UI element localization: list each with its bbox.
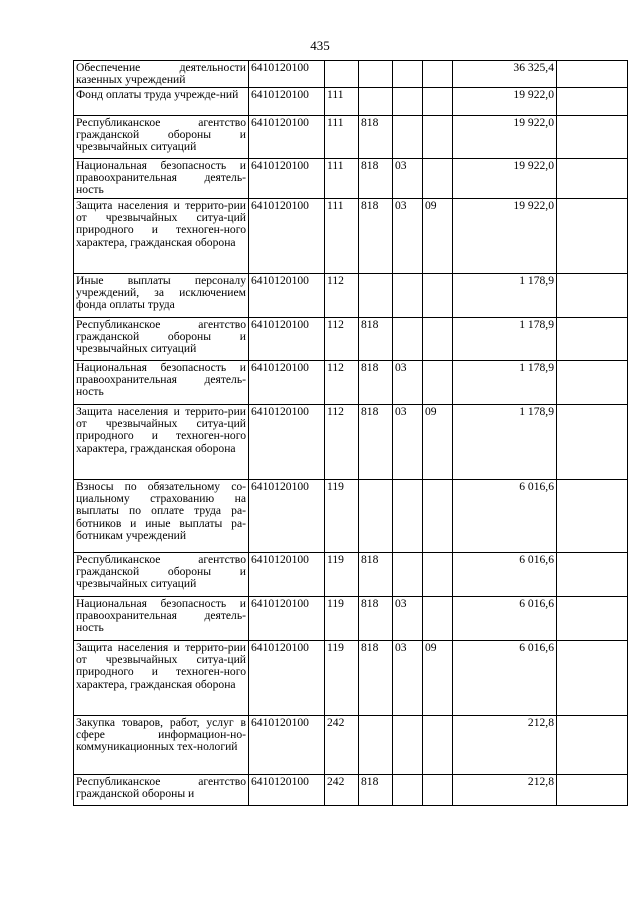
empty-column: [557, 480, 628, 553]
agency-code: 818: [359, 199, 393, 274]
subsection-code: [423, 716, 453, 775]
subsection-code: [423, 116, 453, 159]
agency-code: 818: [359, 597, 393, 641]
subsection-code: [423, 318, 453, 361]
amount: 1 178,9: [453, 274, 557, 318]
amount: 19 922,0: [453, 159, 557, 199]
expense-type-code: 112: [325, 318, 359, 361]
table-row: [74, 480, 628, 553]
item-name: Национальная безопасность и правоохранительная деятель-ность: [74, 361, 249, 405]
agency-code: 818: [359, 159, 393, 199]
table-row: [74, 159, 628, 199]
empty-column: [557, 159, 628, 199]
table-row: [74, 405, 628, 480]
subsection-code: [423, 480, 453, 553]
amount: 6 016,6: [453, 480, 557, 553]
target-code: 6410120100: [249, 274, 325, 318]
agency-code: [359, 61, 393, 88]
amount: 6 016,6: [453, 597, 557, 641]
empty-column: [557, 199, 628, 274]
item-name: Республиканское агентство гражданской обороны и чрезвычайных ситуаций: [74, 318, 249, 361]
target-code: 6410120100: [249, 159, 325, 199]
target-code: 6410120100: [249, 716, 325, 775]
amount: 212,8: [453, 775, 557, 806]
expense-type-code: 242: [325, 716, 359, 775]
agency-code: [359, 274, 393, 318]
amount: 19 922,0: [453, 116, 557, 159]
item-name: Взносы по обязательному со-циальному страхованию на выплаты по оплате труда ра-ботников и иные выплаты ра-ботникам учреждений: [74, 480, 249, 553]
amount: 19 922,0: [453, 88, 557, 116]
empty-column: [557, 775, 628, 806]
empty-column: [557, 116, 628, 159]
section-code: [393, 775, 423, 806]
table-row: [74, 199, 628, 274]
target-code: 6410120100: [249, 61, 325, 88]
amount: 1 178,9: [453, 361, 557, 405]
subsection-code: 09: [423, 641, 453, 716]
agency-code: [359, 480, 393, 553]
section-code: [393, 553, 423, 597]
agency-code: 818: [359, 361, 393, 405]
agency-code: [359, 88, 393, 116]
section-code: [393, 318, 423, 361]
subsection-code: [423, 553, 453, 597]
item-name: Закупка товаров, работ, услуг в сфере информацион-но-коммуникационных тех-нологий: [74, 716, 249, 775]
table-row: [74, 597, 628, 641]
item-name: Защита населения и террито-рии от чрезвычайных ситуа-ций природного и техноген-ного характера, гражданская оборона: [74, 199, 249, 274]
table-row: [74, 61, 628, 88]
target-code: 6410120100: [249, 88, 325, 116]
amount: 1 178,9: [453, 318, 557, 361]
empty-column: [557, 716, 628, 775]
subsection-code: [423, 159, 453, 199]
expense-type-code: [325, 61, 359, 88]
empty-column: [557, 553, 628, 597]
subsection-code: [423, 61, 453, 88]
amount: 6 016,6: [453, 641, 557, 716]
empty-column: [557, 641, 628, 716]
expense-type-code: 112: [325, 274, 359, 318]
item-name: Обеспечение деятельности казенных учреждений: [74, 61, 249, 88]
agency-code: 818: [359, 775, 393, 806]
page-number: 435: [310, 38, 330, 53]
amount: 36 325,4: [453, 61, 557, 88]
table-row: [74, 88, 628, 116]
table-row: [74, 775, 628, 806]
item-name: Республиканское агентство гражданской обороны и чрезвычайных ситуаций: [74, 553, 249, 597]
target-code: 6410120100: [249, 480, 325, 553]
empty-column: [557, 318, 628, 361]
target-code: 6410120100: [249, 775, 325, 806]
empty-column: [557, 361, 628, 405]
amount: 212,8: [453, 716, 557, 775]
item-name: Национальная безопасность и правоохранительная деятель-ность: [74, 159, 249, 199]
expense-type-code: 242: [325, 775, 359, 806]
section-code: 03: [393, 405, 423, 480]
subsection-code: 09: [423, 199, 453, 274]
expense-type-code: 119: [325, 597, 359, 641]
empty-column: [557, 61, 628, 88]
section-code: 03: [393, 361, 423, 405]
item-name: Защита населения и террито-рии от чрезвычайных ситуа-ций природного и техноген-ного характера, гражданская оборона: [74, 641, 249, 716]
amount: 1 178,9: [453, 405, 557, 480]
target-code: 6410120100: [249, 361, 325, 405]
expense-type-code: 119: [325, 641, 359, 716]
empty-column: [557, 88, 628, 116]
table-row: [74, 318, 628, 361]
target-code: 6410120100: [249, 597, 325, 641]
expense-type-code: 112: [325, 405, 359, 480]
item-name: Защита населения и террито-рии от чрезвычайных ситуа-ций природного и техноген-ного характера, гражданская оборона: [74, 405, 249, 480]
section-code: [393, 716, 423, 775]
section-code: [393, 480, 423, 553]
table-body: [74, 61, 628, 806]
agency-code: 818: [359, 318, 393, 361]
target-code: 6410120100: [249, 116, 325, 159]
table-row: [74, 553, 628, 597]
section-code: 03: [393, 199, 423, 274]
table-row: [74, 716, 628, 775]
item-name: Республиканское агентство гражданской обороны и: [74, 775, 249, 806]
table-row: [74, 641, 628, 716]
target-code: 6410120100: [249, 641, 325, 716]
target-code: 6410120100: [249, 405, 325, 480]
target-code: 6410120100: [249, 553, 325, 597]
target-code: 6410120100: [249, 199, 325, 274]
expense-type-code: 111: [325, 116, 359, 159]
subsection-code: [423, 274, 453, 318]
table-row: [74, 116, 628, 159]
section-code: [393, 88, 423, 116]
agency-code: 818: [359, 641, 393, 716]
expense-type-code: 112: [325, 361, 359, 405]
item-name: Республиканское агентство гражданской обороны и чрезвычайных ситуаций: [74, 116, 249, 159]
table-row: [74, 274, 628, 318]
expense-type-code: 111: [325, 159, 359, 199]
subsection-code: [423, 775, 453, 806]
section-code: 03: [393, 159, 423, 199]
item-name: Национальная безопасность и правоохранительная деятель-ность: [74, 597, 249, 641]
empty-column: [557, 405, 628, 480]
section-code: 03: [393, 597, 423, 641]
expense-type-code: 111: [325, 88, 359, 116]
table-row: [74, 361, 628, 405]
amount: 19 922,0: [453, 199, 557, 274]
expense-type-code: 119: [325, 480, 359, 553]
expense-type-code: 119: [325, 553, 359, 597]
empty-column: [557, 274, 628, 318]
agency-code: 818: [359, 553, 393, 597]
agency-code: [359, 716, 393, 775]
agency-code: 818: [359, 116, 393, 159]
subsection-code: [423, 597, 453, 641]
section-code: [393, 61, 423, 88]
section-code: 03: [393, 641, 423, 716]
item-name: Иные выплаты персоналу учреждений, за исключением фонда оплаты труда: [74, 274, 249, 318]
expense-type-code: 111: [325, 199, 359, 274]
section-code: [393, 274, 423, 318]
agency-code: 818: [359, 405, 393, 480]
subsection-code: [423, 88, 453, 116]
target-code: 6410120100: [249, 318, 325, 361]
subsection-code: [423, 361, 453, 405]
amount: 6 016,6: [453, 553, 557, 597]
empty-column: [557, 597, 628, 641]
section-code: [393, 116, 423, 159]
subsection-code: 09: [423, 405, 453, 480]
item-name: Фонд оплаты труда учрежде-ний: [74, 88, 249, 116]
budget-table: [73, 60, 628, 806]
